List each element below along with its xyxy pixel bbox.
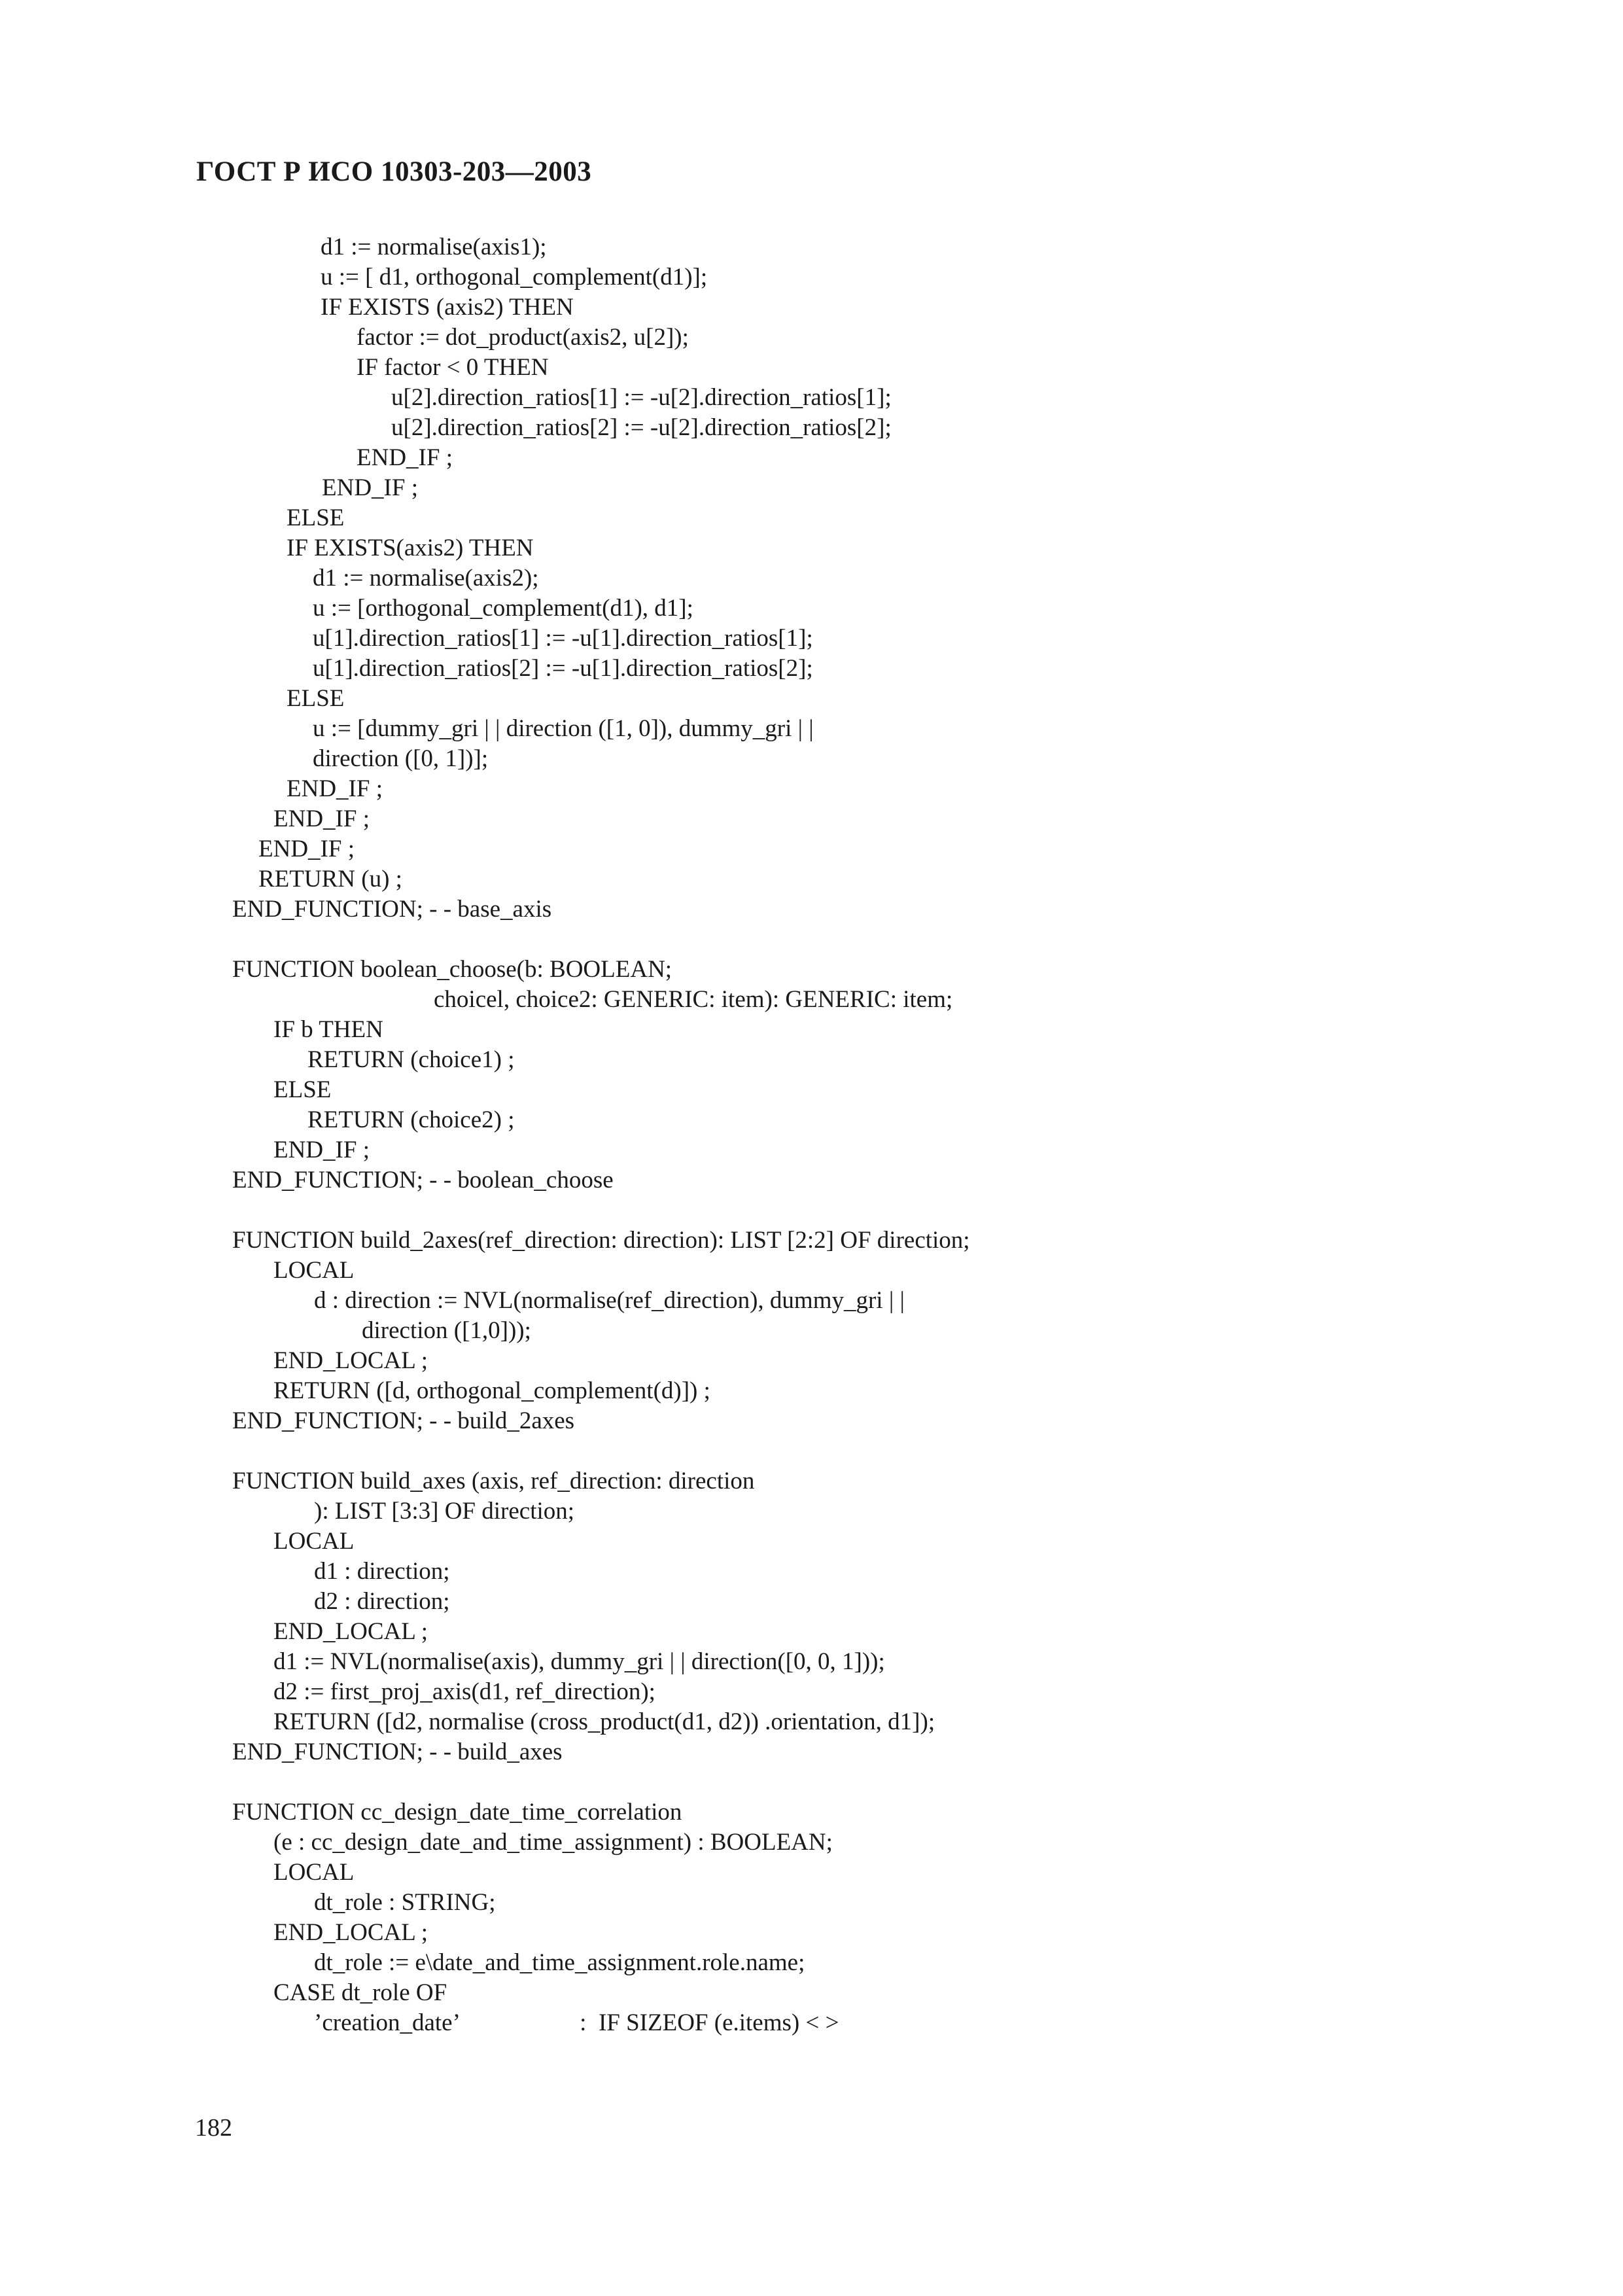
code-line: RETURN (choice1) ; [307,1046,515,1073]
code-line: direction ([0, 1])]; [313,745,489,772]
code-line: END_FUNCTION; - - boolean_choose [232,1167,614,1193]
code-line: IF EXISTS(axis2) THEN [287,535,534,561]
code-line: RETURN (u) ; [258,866,402,892]
code-line: END_IF ; [273,1137,370,1163]
code-line: ): LIST [3:3] OF direction; [314,1498,575,1525]
code-line: ’creation_date’ : IF SIZEOF (e.items) < > [314,2009,839,2036]
code-line: d1 := NVL(normalise(axis), dummy_gri | | direction([0, 0, 1])); [273,1648,885,1675]
code-line: IF factor < 0 THEN [357,354,549,381]
code-line: IF b THEN [273,1016,383,1043]
code-line: IF EXISTS (axis2) THEN [321,294,574,321]
code-line: direction ([1,0])); [362,1317,531,1344]
code-line: d1 : direction; [314,1558,450,1585]
code-line: u[1].direction_ratios[2] := -u[1].direction_ratios[2]; [313,655,813,682]
code-line: LOCAL [273,1528,355,1555]
code-line: FUNCTION build_axes (axis, ref_direction: direction [232,1468,755,1494]
code-line: factor := dot_product(axis2, u[2]); [357,324,689,351]
code-line: RETURN ([d, orthogonal_complement(d)]) ; [273,1377,710,1404]
page-header-standard-title: ГОСТ Р ИСО 10303-203—2003 [196,156,592,187]
code-line: LOCAL [273,1257,355,1284]
code-line: d2 : direction; [314,1588,450,1615]
code-line: FUNCTION build_2axes(ref_direction: direction): LIST [2:2] OF direction; [232,1227,970,1254]
page-number: 182 [195,2114,232,2142]
code-line: u := [orthogonal_complement(d1), d1]; [313,595,693,622]
code-line: END_FUNCTION; - - build_axes [232,1739,563,1765]
code-line: CASE dt_role OF [273,1979,447,2006]
code-line: ELSE [287,504,345,531]
code-line: RETURN ([d2, normalise (cross_product(d1, d2)) .orientation, d1]); [273,1708,935,1735]
code-line: ELSE [273,1076,332,1103]
code-line: choicel, choice2: GENERIC: item): GENERIC: item; [434,986,953,1013]
code-line: END_IF ; [322,474,418,501]
code-line: FUNCTION cc_design_date_time_correlation [232,1799,682,1826]
code-line: END_IF ; [357,444,453,471]
code-line: FUNCTION boolean_choose(b: BOOLEAN; [232,956,672,983]
code-line: u := [dummy_gri | | direction ([1, 0]), dummy_gri | | [313,715,814,742]
code-line: END_LOCAL ; [273,1347,428,1374]
code-line: END_IF ; [273,805,370,832]
code-line: dt_role := e\date_and_time_assignment.role.name; [314,1949,805,1976]
code-line: d1 := normalise(axis2); [313,565,539,592]
code-line: END_IF ; [258,836,355,862]
code-line: u[2].direction_ratios[2] := -u[2].direction_ratios[2]; [391,414,892,441]
code-line: RETURN (choice2) ; [307,1106,515,1133]
code-line: END_LOCAL ; [273,1618,428,1645]
code-line: d2 := first_proj_axis(d1, ref_direction); [273,1678,655,1705]
code-line: END_IF ; [287,775,383,802]
code-line: LOCAL [273,1859,355,1886]
code-line: END_LOCAL ; [273,1919,428,1946]
code-line: u[1].direction_ratios[1] := -u[1].direction_ratios[1]; [313,625,813,652]
code-line: d : direction := NVL(normalise(ref_direction), dummy_gri | | [314,1287,905,1314]
code-line: d1 := normalise(axis1); [321,234,547,260]
code-line: ELSE [287,685,345,712]
code-line: dt_role : STRING; [314,1889,496,1916]
code-line: u := [ d1, orthogonal_complement(d1)]; [321,264,708,291]
code-line: (e : cc_design_date_and_time_assignment) : BOOLEAN; [273,1829,833,1856]
code-line: u[2].direction_ratios[1] := -u[2].direction_ratios[1]; [391,384,892,411]
code-line: END_FUNCTION; - - build_2axes [232,1407,575,1434]
code-line: END_FUNCTION; - - base_axis [232,896,552,923]
